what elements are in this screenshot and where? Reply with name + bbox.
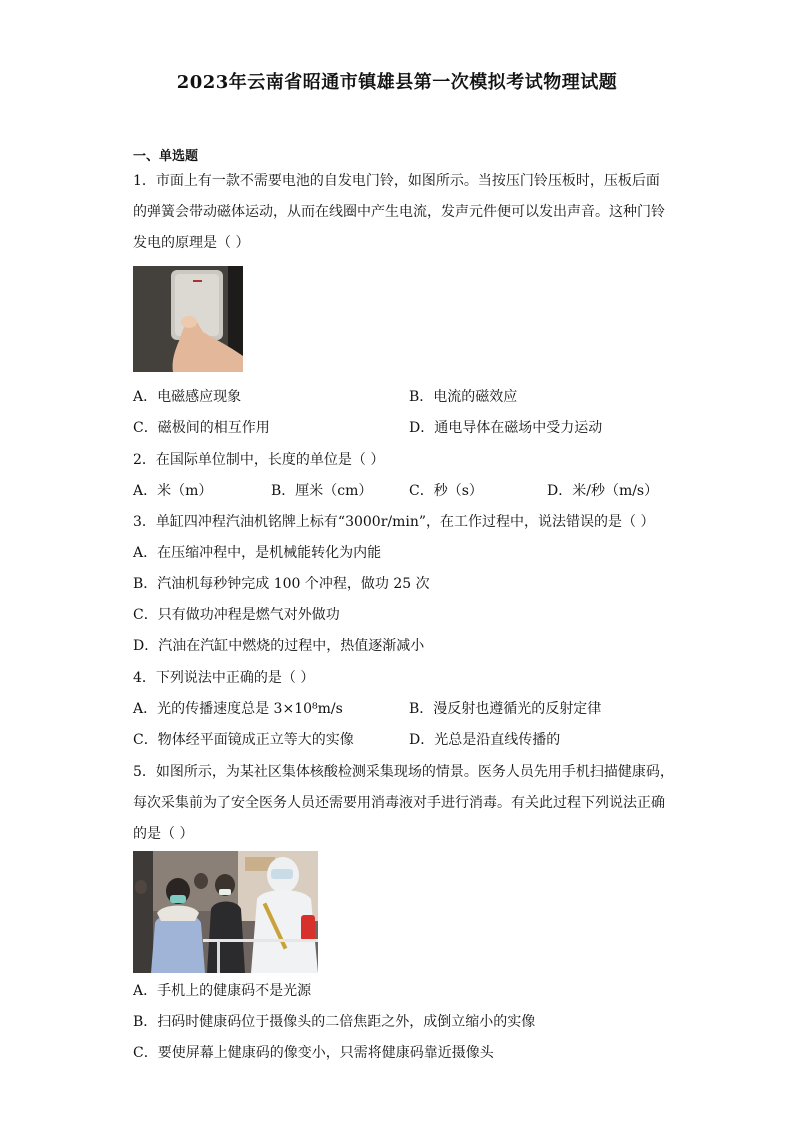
q4-option-b[interactable]: B．漫反射也遵循光的反射定律	[409, 701, 602, 717]
q2-stem: 2．在国际单位制中，长度的单位是（ ）	[133, 452, 385, 468]
q1-options-row1	[133, 382, 673, 413]
q2-option-d[interactable]: D．米/秒（m/s）	[547, 483, 659, 499]
q2-option-c[interactable]: C．秒（s）	[409, 483, 483, 499]
q4-option-d[interactable]: D．光总是沿直线传播的	[409, 732, 561, 748]
doorbell-image	[133, 266, 243, 372]
q4-option-c[interactable]: C．物体经平面镜成正立等大的实像	[133, 732, 354, 748]
q5-stem-line1: 5．如图所示，为某社区集体核酸检测采集现场的情景。医务人员先用手机扫描健康码，	[133, 764, 674, 780]
q5-option-b[interactable]: B．扫码时健康码位于摄像头的二倍焦距之外，成倒立缩小的实像	[133, 1014, 536, 1030]
covid-test-image	[133, 851, 318, 973]
section-heading: 一、单选题	[133, 149, 199, 164]
q1-option-d[interactable]: D．通电导体在磁场中受力运动	[409, 420, 603, 436]
q1-option-c[interactable]: C．磁极间的相互作用	[133, 420, 270, 436]
q5-stem-line2: 每次采集前为了安全医务人员还需要用消毒液对手进行消毒。有关此过程下列说法正确	[133, 795, 665, 811]
q3-option-a[interactable]: A．在压缩冲程中，是机械能转化为内能	[133, 545, 382, 561]
q4-stem: 4．下列说法中正确的是（ ）	[133, 670, 315, 686]
q1-option-b[interactable]: B．电流的磁效应	[409, 389, 518, 405]
q5-option-c[interactable]: C．要使屏幕上健康码的像变小，只需将健康码靠近摄像头	[133, 1045, 494, 1061]
q1-stem-line2: 的弹簧会带动磁体运动，从而在线圈中产生电流，发声元件便可以发出声音。这种门铃	[133, 204, 665, 220]
q1-stem-line1: 1．市面上有一款不需要电池的自发电门铃，如图所示。当按压门铃压板时，压板后面	[133, 173, 660, 189]
q5-option-a[interactable]: A．手机上的健康码不是光源	[133, 983, 312, 999]
q3-stem: 3．单缸四冲程汽油机铭牌上标有“3000r/min”，在工作过程中，说法错误的是（ ）	[133, 514, 655, 530]
q1-options-row2	[133, 413, 673, 444]
q5-stem-line3: 的是（ ）	[133, 826, 194, 842]
q4-option-a[interactable]: A．光的传播速度总是 3×10⁸m/s	[133, 701, 343, 717]
q3-option-c[interactable]: C．只有做功冲程是燃气对外做功	[133, 607, 340, 623]
covid-test-photo	[133, 851, 318, 973]
q3-option-d[interactable]: D．汽油在汽缸中燃烧的过程中，热值逐渐减小	[133, 638, 425, 654]
doorbell-photo	[133, 266, 243, 372]
q4-options-row1	[133, 694, 673, 725]
q2-option-b[interactable]: B．厘米（cm）	[271, 483, 373, 499]
q2-options-row	[133, 476, 673, 507]
q1-stem-line3: 发电的原理是（ ）	[133, 235, 250, 251]
q2-option-a[interactable]: A．米（m）	[133, 483, 213, 499]
q4-options-row2	[133, 725, 673, 756]
page-title: 2023年云南省昭通市镇雄县第一次模拟考试物理试题	[176, 72, 618, 93]
q3-option-b[interactable]: B．汽油机每秒钟完成 100 个冲程，做功 25 次	[133, 576, 430, 592]
q1-option-a[interactable]: A．电磁感应现象	[133, 389, 242, 405]
